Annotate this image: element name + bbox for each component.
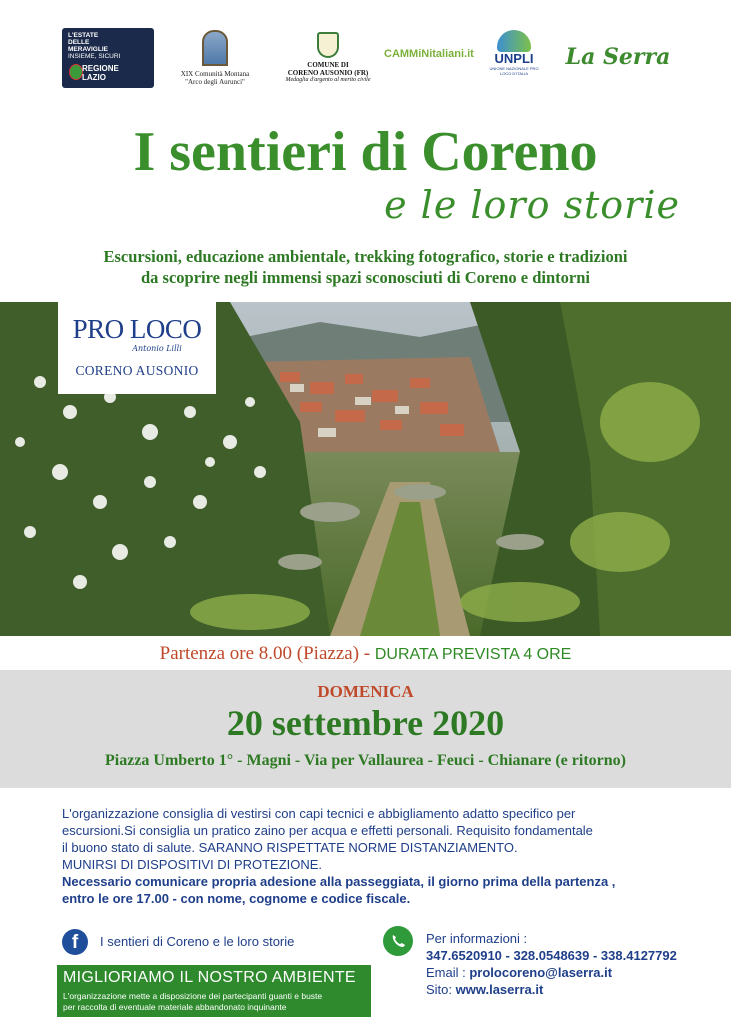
notes-line-5: Necessario comunicare propria adesione alla passeggiata, il giorno prima della partenza ,	[62, 874, 616, 889]
comunita-montana-logo	[170, 28, 260, 98]
coat-of-arms-icon	[317, 32, 339, 58]
la-serra-logo: La Serra	[565, 44, 671, 70]
event-route: Piazza Umberto 1° - Magni - Via per Vallaurea - Feuci - Chianare (e ritorno)	[105, 752, 626, 769]
unpli-logo	[486, 30, 542, 82]
environment-text-1: L'organizzazione mette a disposizione dei partecipanti guanti e buste	[63, 991, 323, 1001]
site-row	[426, 981, 716, 998]
regione-logo-line2: DELLE	[68, 39, 90, 46]
environment-box	[57, 965, 371, 1017]
duration-text: DURATA PREVISTA 4 ORE	[374, 646, 572, 663]
departure-line	[0, 642, 731, 667]
unpli-logo-name: UNPLI	[494, 51, 534, 66]
phone-numbers[interactable]: 347.6520910 - 328.0548639 - 338.4127792	[426, 948, 677, 963]
pro-loco-place: CORENO AUSONIO	[75, 363, 199, 378]
comune-logo-line3: Medaglia d'argento al merito civile	[285, 77, 371, 83]
site-label: Sito:	[426, 982, 456, 997]
contact-info	[426, 930, 716, 998]
page-title: I sentieri di Coreno	[133, 121, 598, 183]
pro-loco-signature: Antonio Lilli	[132, 344, 182, 353]
notes-line-2: escursioni.Si consiglia un pratico zaino per acqua e effetti personali. Requisito fondamentale	[62, 823, 593, 838]
facebook-page-link[interactable]: I sentieri di Coreno e le loro storie	[100, 934, 295, 949]
facebook-icon[interactable]: f	[62, 929, 88, 955]
comune-logo-line1: COMUNE DI	[307, 61, 349, 69]
notes-line-3: il buono stato di salute. SARANNO RISPETTATE NORME DISTANZIAMENTO.	[62, 840, 518, 855]
regione-logo-line4: INSIEME, SICURI	[68, 53, 121, 60]
environment-text-2: per raccolta di eventuale materiale abbandonato inquinante	[63, 1002, 287, 1012]
italy-shape-icon	[497, 30, 531, 52]
unpli-logo-sub: UNIONE NAZIONALE PRO LOCO D'ITALIA	[489, 66, 539, 76]
comune-logo-line2: CORENO AUSONIO (FR)	[287, 68, 369, 77]
phone-glyph	[383, 926, 413, 956]
regione-logo-line3: MERAVIGLIE	[68, 46, 108, 53]
comunita-logo-line2: "Arco degli Aurunci"	[185, 78, 245, 86]
notes-line-4: MUNIRSI DI DISPOSITIVI DI PROTEZIONE.	[62, 857, 323, 872]
notes-line-1: L'organizzazione consiglia di vestirsi con capi tecnici e abbigliamento adatto specifico per	[62, 806, 576, 821]
notes-text	[62, 805, 702, 907]
event-date: 20 settembre 2020	[226, 703, 505, 743]
intro-line-2: da scoprire negli immensi spazi sconosciuti di Coreno e dintorni	[140, 268, 591, 287]
comunita-logo-line1: XIX Comunità Montana	[180, 70, 250, 78]
environment-title: MIGLIORIAMO IL NOSTRO AMBIENTE	[63, 969, 356, 986]
pro-loco-name: PRO LOCO	[72, 314, 202, 344]
email-label: Email :	[426, 965, 470, 980]
page-subtitle: e le loro storie	[384, 183, 680, 227]
arch-icon	[202, 30, 228, 66]
info-label: Per informazioni :	[426, 931, 528, 946]
regione-logo-name: REGIONE LAZIO	[82, 64, 119, 82]
event-weekday: DOMENICA	[317, 682, 414, 701]
intro-line-1: Escursioni, educazione ambientale, trekking fotografico, storie e tradizioni	[103, 247, 628, 266]
cammini-italiani-logo: CAMMiNitaliani.it	[384, 48, 474, 60]
comune-coreno-logo	[282, 32, 374, 98]
whatsapp-icon[interactable]	[383, 926, 413, 956]
regione-emblem-icon	[69, 64, 83, 80]
regione-logo-line1: L'ESTATE	[68, 32, 99, 39]
intro-text	[40, 246, 691, 288]
email-link[interactable]: prolocoreno@laserra.it	[469, 965, 613, 980]
email-row	[426, 964, 716, 981]
site-link[interactable]: www.laserra.it	[455, 982, 544, 997]
notes-line-6: entro le ore 17.00 - con nome, cognome e codice fiscale.	[62, 891, 411, 906]
departure-time: Partenza ore 8.00 (Piazza) -	[159, 643, 375, 664]
regione-lazio-logo	[62, 28, 154, 88]
pro-loco-logo	[58, 302, 216, 394]
